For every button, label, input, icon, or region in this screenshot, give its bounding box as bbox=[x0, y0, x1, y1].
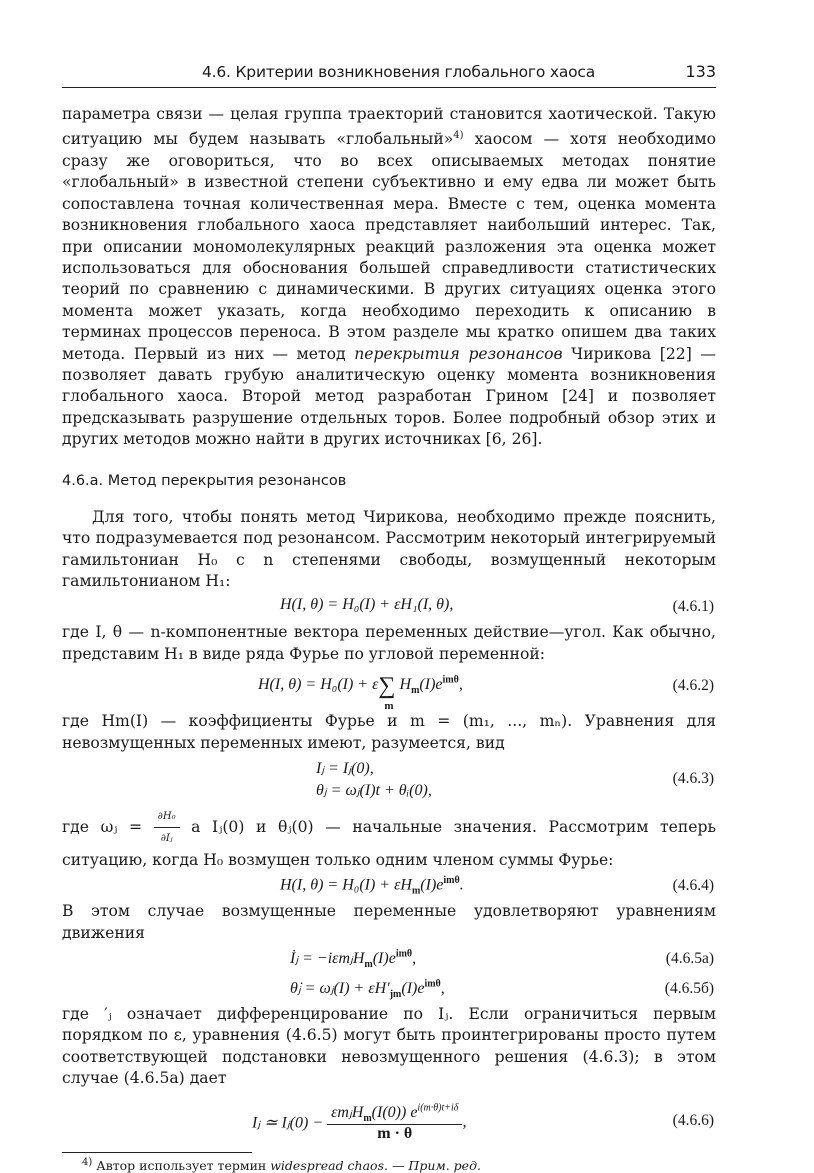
equation-4-6-5a: İⱼ = $-i\varepsilon mⱼH_m(I)e^{im\theta}$, (4.6.5а) bbox=[290, 948, 714, 971]
equation-4-6-2: H(I, θ) = H₀(I) + ε∑ m $H_m(I)e^{im\theta}$, (4.6.2) bbox=[258, 673, 714, 713]
paragraph-fourier: где Hm(I) — коэффициенты Фурье и m = (m₁, ..., mₙ). Уравнения для невозмущенных переменных имеют, разумеется, вид bbox=[62, 712, 716, 752]
equation-4-6-6: Iⱼ ≃ Iⱼ(0) − $\frac{\varepsilon mⱼH_m(I(0)) e^{i(m\cdot\theta)t+i\delta}}{m \cdot \theta}$ , (4.6.6) bbox=[252, 1102, 714, 1142]
page bbox=[62, 58, 716, 1173]
running-head bbox=[62, 58, 716, 88]
equation-4-6-1: H(I, θ) = H₀(I) + εH₁(I, θ), (4.6.1) bbox=[280, 596, 714, 616]
paragraph-intro: параметра связи — целая группа траекторий становится хаотической. Такую ситуацию мы будем называть «глобальный»$^{4)}$ хаосом — хотя необходимо сразу же оговориться, что во всех описываемых методах понятие «глобальный» в известной степени субъективно и ему едва ли может быть сопоставлена точная количественная мера. Вместе с тем, оценка момента возникновения глобального хаоса представляет наибольший интерес. Так, при описании мономолекулярных реакций разложения эта оценка может использоваться для обоснования большей справедливости статистических теорий по сравнению с динамическими. В других ситуациях оценка этого момента может указать, когда необходимо переходить к описанию в терминах процессов переноса. В этом разделе мы кратко опишем два таких метода. Первый из них — метод перекрытия резонансов Чирикова [22] — позволяет давать грубую аналитическую оценку момента возникновения глобального хаоса. Второй метод разработан Грином [24] и позволяет предсказывать разрушение отдельных торов. Более подробный обзор этих и других методов можно найти в других источниках [6, 26]. bbox=[62, 105, 716, 449]
footnote: $^{4)}$ Автор использует термин widespread chaos. — Прим. ред. bbox=[82, 1156, 481, 1173]
running-head-title: 4.6. Критерии возникновения глобального хаоса bbox=[202, 63, 596, 81]
section-heading: 4.6.а. Метод перекрытия резонансов bbox=[62, 472, 347, 489]
page-number: 133 bbox=[685, 62, 716, 81]
footnote-ref: 4) bbox=[453, 130, 464, 142]
equation-4-6-3: Iⱼ = Iⱼ(0), θⱼ = ωⱼ(I)t + θᵢ(0), (4.6.3) bbox=[316, 759, 714, 799]
paragraph-initial: где ωⱼ = $\frac{\text{∂H₀}}{\text{∂Iⱼ}}$ a Iⱼ(0) и θⱼ(0) — начальные значения. Рассмотрим теперь ситуацию, когда H₀ возмущен только одним членом суммы Фурье: bbox=[62, 806, 716, 871]
paragraph-action-angle: где I, θ — n-компонентные вектора переменных действие—угол. Как обычно, представим H₁ в виде ряда Фурье по угловой переменной: bbox=[62, 623, 716, 663]
paragraph-motion: В этом случае возмущенные переменные удовлетворяют уравнениям движения bbox=[62, 902, 716, 942]
equation-4-6-4: H(I, $\theta) = H_0(I) + \varepsilon H_m(I)e^{im\theta}$. (4.6.4) bbox=[280, 875, 714, 897]
paragraph-resonance: Для того, чтобы понять метод Чирикова, необходимо прежде пояснить, что подразумевается под резонансом. Рассмотрим некоторый интегрируемый гамильтониан H₀ с n степенями свободы, возмущенный некоторым гамильтонианом H₁: bbox=[62, 507, 716, 590]
paragraph-first-order: где ′ⱼ означает дифференцирование по Iⱼ. Если ограничиться первым порядком по ε, уравнения (4.6.5) могут быть проинтегрированы просто путем соответствующей подстановки невозмущенного решения (4.6.3); в этом случае (4.6.5а) дает bbox=[62, 1004, 716, 1088]
footnote-rule bbox=[62, 1152, 252, 1153]
equation-4-6-5b: θ̇ⱼ = ωⱼ(I) + $\varepsilon H'_{jm}(I)e^{im\theta}$, (4.6.5б) bbox=[290, 978, 714, 1001]
